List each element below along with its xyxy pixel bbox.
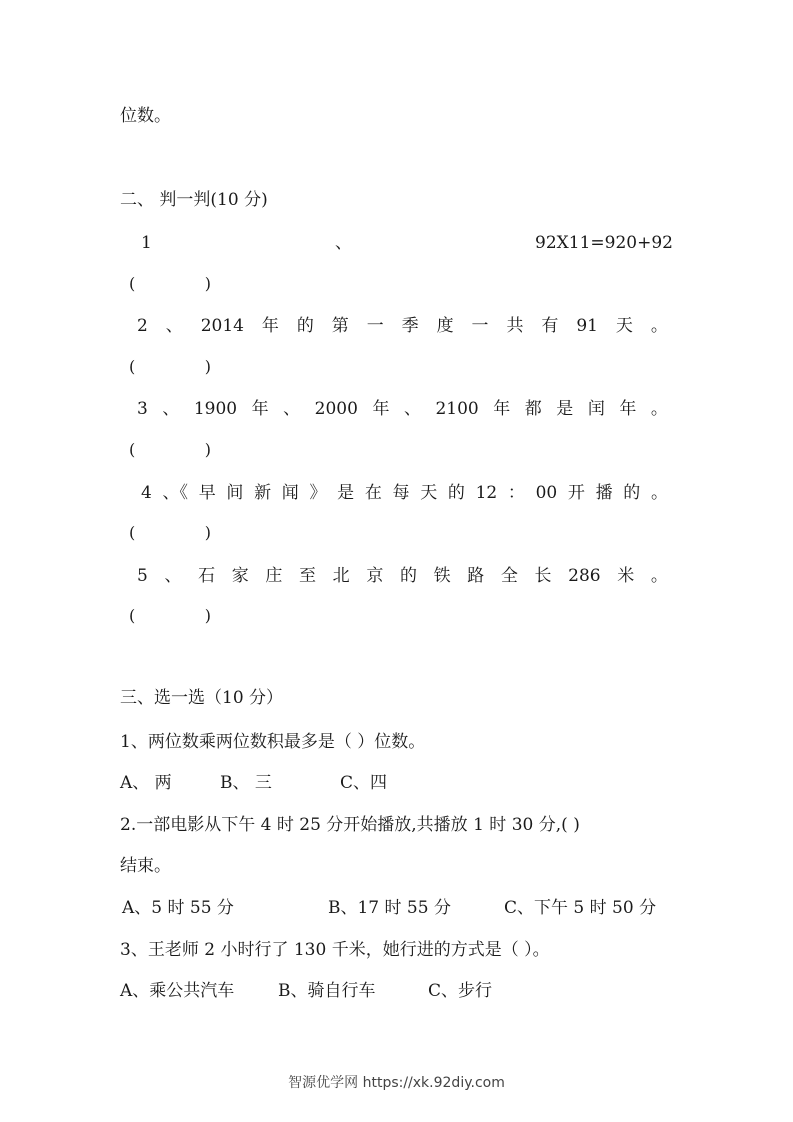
item-part: 。	[650, 316, 668, 336]
judge-item-4	[141, 485, 668, 502]
item-part: 京	[366, 566, 384, 586]
item-part: 3	[137, 399, 148, 419]
paren-close: )	[204, 523, 211, 542]
item-part: 、	[283, 399, 301, 419]
item-part: 在	[364, 483, 382, 503]
item-part: 5	[137, 566, 148, 586]
item-part: 米	[617, 566, 635, 586]
answer-parens-4	[129, 525, 211, 541]
paren-close: )	[204, 357, 211, 376]
paren-open: (	[129, 274, 136, 293]
item-part: ：	[507, 483, 525, 503]
item-part: 年	[372, 399, 390, 419]
item-part: 、	[165, 316, 183, 336]
item-part: 间	[226, 483, 244, 503]
item-part: 年	[493, 399, 511, 419]
item-part: 都	[524, 399, 542, 419]
paren-close: )	[204, 606, 211, 625]
item-part: 长	[534, 566, 552, 586]
item-part: 、	[162, 399, 180, 419]
item-part: 1900	[193, 399, 238, 419]
item-part: 路	[467, 566, 485, 586]
item-part: 。	[650, 399, 668, 419]
question-1: 1、两位数乘两位数积最多是（ ）位数。	[120, 732, 426, 752]
item-part: 是	[337, 483, 355, 503]
q3-option-a: A、乘公共汽车	[120, 981, 235, 1001]
item-part: 一	[366, 316, 384, 336]
item-part: 一	[471, 316, 489, 336]
section-heading-choose: 三、选一选（10 分）	[120, 688, 284, 708]
item-part: 共	[506, 316, 524, 336]
q1-option-b: B、 三	[220, 773, 272, 793]
item-part: 至	[299, 566, 317, 586]
judge-item-5	[137, 568, 668, 585]
item-part: 286	[568, 566, 601, 586]
paren-open: (	[129, 606, 136, 625]
item-part: 2	[137, 316, 148, 336]
q2-option-a: A、5 时 55 分	[122, 898, 234, 918]
item-part: 铁	[433, 566, 451, 586]
paren-close: )	[204, 274, 211, 293]
item-part: 庄	[265, 566, 283, 586]
item-part: 4	[141, 483, 152, 503]
item-part: 00	[535, 483, 558, 503]
item-part: 的	[623, 483, 641, 503]
item-part: 92X11=920+92	[535, 233, 673, 253]
item-part: 2014	[200, 316, 244, 336]
item-part: 度	[436, 316, 454, 336]
item-part: 北	[332, 566, 350, 586]
item-part: 2000	[314, 399, 358, 419]
item-part: 、	[403, 399, 421, 419]
judge-item-3	[137, 401, 668, 418]
item-part: 季	[401, 316, 419, 336]
continuation-text: 位数。	[120, 106, 171, 126]
item-part: 家	[231, 566, 249, 586]
paren-close: )	[204, 440, 211, 459]
paren-open: (	[129, 523, 136, 542]
item-part: 闻	[281, 483, 299, 503]
item-part: 每	[392, 483, 410, 503]
item-part: 的	[296, 316, 314, 336]
judge-item-2	[137, 318, 668, 335]
paren-open: (	[129, 357, 136, 376]
item-part: 的	[399, 566, 417, 586]
question-2: 2.一部电影从下午 4 时 25 分开始播放,共播放 1 时 30 分,( )	[120, 815, 580, 835]
item-part: 开	[567, 483, 585, 503]
answer-parens-1	[129, 276, 211, 292]
item-part: 2100	[435, 399, 479, 419]
footer-watermark: 智源优学网 https://xk.92diy.com	[288, 1075, 505, 1091]
item-part: 早	[198, 483, 216, 503]
item-part: 1	[141, 233, 152, 253]
item-part: 年	[261, 316, 279, 336]
answer-parens-3	[129, 442, 211, 458]
item-part: 年	[619, 399, 637, 419]
item-part: 第	[331, 316, 349, 336]
item-part: 。	[650, 566, 668, 586]
q3-option-c: C、步行	[428, 981, 493, 1001]
question-2-continued: 结束。	[120, 856, 171, 876]
item-part: 天	[615, 316, 633, 336]
item-part: 闰	[587, 399, 605, 419]
item-part: 年	[251, 399, 269, 419]
item-part: 新	[254, 483, 272, 503]
item-part: 91	[576, 316, 598, 336]
item-part: 、	[164, 566, 182, 586]
item-part: 12	[475, 483, 498, 503]
q2-option-b: B、17 时 55 分	[328, 898, 451, 918]
q1-option-a: A、 两	[120, 773, 172, 793]
q3-option-b: B、骑自行车	[278, 981, 376, 1001]
item-part: 播	[595, 483, 613, 503]
item-part: 的	[447, 483, 465, 503]
item-part: 石	[198, 566, 216, 586]
paren-open: (	[129, 440, 136, 459]
answer-parens-5	[129, 608, 211, 624]
q1-option-c: C、四	[340, 773, 388, 793]
item-part: 天	[420, 483, 438, 503]
item-part: 有	[541, 316, 559, 336]
item-part: 》	[309, 483, 327, 503]
judge-item-1	[141, 235, 673, 252]
answer-parens-2	[129, 359, 211, 375]
item-part: 、	[334, 233, 352, 253]
item-part: 是	[556, 399, 574, 419]
section-heading-judge: 二、 判一判(10 分)	[120, 190, 268, 210]
item-part: 、《	[162, 483, 189, 503]
question-3: 3、王老师 2 小时行了 130 千米，她行进的方式是（ ）。	[120, 940, 550, 960]
q2-option-c: C、下午 5 时 50 分	[504, 898, 657, 918]
item-part: 。	[650, 483, 668, 503]
item-part: 全	[500, 566, 518, 586]
